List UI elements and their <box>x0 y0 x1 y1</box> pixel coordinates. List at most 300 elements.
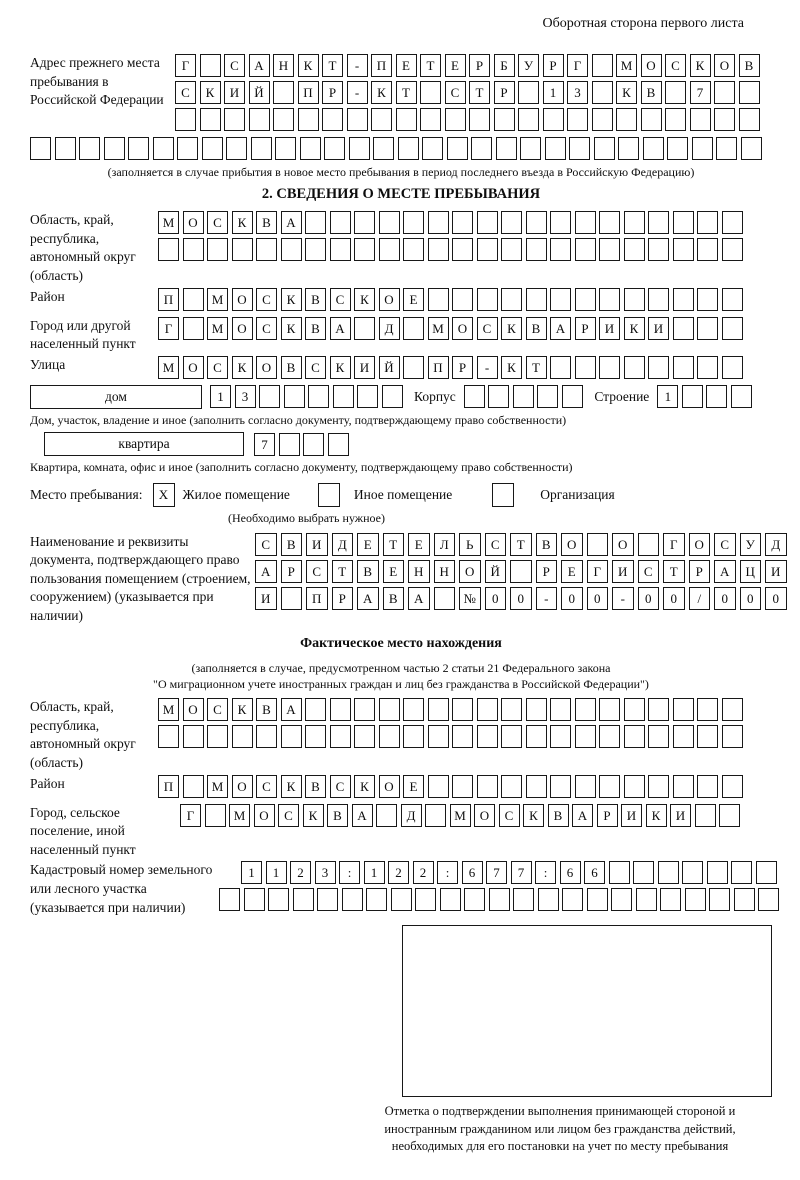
char-cell <box>420 81 441 104</box>
char-cell <box>403 211 424 234</box>
char-cell <box>305 238 326 261</box>
char-cell <box>330 211 351 234</box>
cadastral-row-2 <box>219 888 783 911</box>
char-cell <box>464 385 485 408</box>
char-cell <box>104 137 125 160</box>
char-cell: К <box>371 81 392 104</box>
char-cell: 1 <box>210 385 231 408</box>
cadastral-row-1 <box>241 861 783 884</box>
char-cell <box>55 137 76 160</box>
char-cell: В <box>526 317 547 340</box>
char-cell <box>501 288 522 311</box>
char-cell: С <box>207 698 228 721</box>
char-cell: Б <box>494 54 515 77</box>
char-cell <box>183 238 204 261</box>
char-cell <box>158 238 179 261</box>
char-cell <box>550 725 571 748</box>
char-cell <box>317 888 338 911</box>
char-cell <box>303 433 324 456</box>
char-cell: С <box>499 804 520 827</box>
char-cell: К <box>690 54 711 77</box>
char-cell: 1 <box>266 861 287 884</box>
actual-region-block <box>30 698 772 773</box>
char-cell <box>545 137 566 160</box>
char-cell: К <box>616 81 637 104</box>
char-cell <box>722 356 743 379</box>
city-row <box>158 317 746 340</box>
char-cell: Е <box>403 288 424 311</box>
char-cell: Т <box>420 54 441 77</box>
char-cell: : <box>339 861 360 884</box>
char-cell: И <box>765 560 787 583</box>
char-cell <box>624 238 645 261</box>
char-cell <box>371 108 392 131</box>
char-cell <box>648 725 669 748</box>
char-cell <box>526 288 547 311</box>
char-cell: О <box>379 288 400 311</box>
char-cell <box>333 385 354 408</box>
previous-address-row-2 <box>175 81 763 104</box>
char-cell: К <box>354 775 375 798</box>
char-cell <box>224 108 245 131</box>
char-cell <box>379 211 400 234</box>
char-cell: Й <box>379 356 400 379</box>
char-cell: 0 <box>638 587 660 610</box>
char-cell: Д <box>332 533 354 556</box>
char-cell <box>673 356 694 379</box>
char-cell <box>599 211 620 234</box>
char-cell: Л <box>434 533 456 556</box>
char-cell <box>200 108 221 131</box>
char-cell: К <box>330 356 351 379</box>
char-cell <box>452 698 473 721</box>
char-cell <box>599 288 620 311</box>
char-cell: Е <box>408 533 430 556</box>
char-cell <box>232 238 253 261</box>
char-cell <box>624 288 645 311</box>
char-cell <box>428 288 449 311</box>
char-cell <box>616 108 637 131</box>
char-cell: 1 <box>364 861 385 884</box>
char-cell <box>279 433 300 456</box>
char-cell: Ь <box>459 533 481 556</box>
char-cell <box>244 888 265 911</box>
char-cell: И <box>224 81 245 104</box>
section2-title: 2. СВЕДЕНИЯ О МЕСТЕ ПРЕБЫВАНИЯ <box>261 186 541 203</box>
char-cell <box>665 81 686 104</box>
char-cell: 0 <box>663 587 685 610</box>
char-cell <box>273 81 294 104</box>
district-label: Район <box>30 288 65 304</box>
previous-address-row-3 <box>175 108 763 131</box>
char-cell <box>354 211 375 234</box>
char-cell: В <box>536 533 558 556</box>
actual-city-block <box>30 804 772 860</box>
char-cell <box>520 137 541 160</box>
char-cell <box>526 698 547 721</box>
char-cell: Е <box>445 54 466 77</box>
char-cell <box>200 54 221 77</box>
char-cell: О <box>474 804 495 827</box>
char-cell: У <box>740 533 762 556</box>
char-cell <box>452 775 473 798</box>
char-cell <box>633 861 654 884</box>
char-cell <box>697 288 718 311</box>
char-cell <box>501 211 522 234</box>
street-label: Улица <box>30 356 66 372</box>
char-cell <box>379 238 400 261</box>
char-cell: С <box>638 560 660 583</box>
char-cell <box>648 356 669 379</box>
char-cell: О <box>232 288 253 311</box>
char-cell <box>518 108 539 131</box>
char-cell <box>660 888 681 911</box>
previous-address-block <box>30 54 772 135</box>
char-cell <box>501 698 522 721</box>
char-cell <box>624 211 645 234</box>
actual-district-block <box>30 775 772 802</box>
cadastral-rows <box>215 861 783 915</box>
char-cell <box>477 238 498 261</box>
char-cell <box>477 775 498 798</box>
char-cell <box>599 775 620 798</box>
char-cell: 3 <box>315 861 336 884</box>
char-cell: И <box>612 560 634 583</box>
char-cell: Р <box>575 317 596 340</box>
char-cell: 1 <box>543 81 564 104</box>
char-cell <box>452 288 473 311</box>
char-cell <box>575 356 596 379</box>
char-cell <box>641 108 662 131</box>
char-cell: Т <box>332 560 354 583</box>
cadastral-label: Кадастровый номер земельного или лесного участка (указывается при наличии) <box>30 862 213 915</box>
actual-district-row <box>158 775 746 798</box>
char-cell: К <box>501 317 522 340</box>
char-cell: В <box>641 81 662 104</box>
char-cell <box>722 725 743 748</box>
char-cell: 0 <box>510 587 532 610</box>
char-cell <box>183 725 204 748</box>
char-cell: П <box>158 775 179 798</box>
char-cell: В <box>305 775 326 798</box>
char-cell: Р <box>281 560 303 583</box>
char-cell <box>587 533 609 556</box>
char-cell: 7 <box>486 861 507 884</box>
char-cell: Р <box>332 587 354 610</box>
char-cell <box>349 137 370 160</box>
char-cell: С <box>305 356 326 379</box>
char-cell <box>673 317 694 340</box>
char-cell <box>714 81 735 104</box>
char-cell <box>673 725 694 748</box>
char-cell: О <box>379 775 400 798</box>
char-cell <box>673 288 694 311</box>
char-cell: Н <box>408 560 430 583</box>
char-cell: В <box>383 587 405 610</box>
char-cell <box>281 238 302 261</box>
char-cell: А <box>714 560 736 583</box>
char-cell: Й <box>249 81 270 104</box>
actual-region-row-1 <box>158 698 746 721</box>
char-cell: 2 <box>388 861 409 884</box>
char-cell <box>373 137 394 160</box>
char-cell <box>396 108 417 131</box>
char-cell: С <box>714 533 736 556</box>
stay-type-checkbox-organization <box>492 483 514 507</box>
actual-city-label: Город, сельское поселение, иной населенный пункт <box>30 804 136 857</box>
char-cell <box>428 211 449 234</box>
char-cell: М <box>616 54 637 77</box>
stay-type-label: Место пребывания: <box>30 487 143 503</box>
char-cell <box>330 238 351 261</box>
char-cell: Р <box>469 54 490 77</box>
char-cell <box>391 888 412 911</box>
char-cell: Г <box>180 804 201 827</box>
char-cell: М <box>207 317 228 340</box>
char-cell <box>347 108 368 131</box>
char-cell <box>403 356 424 379</box>
char-cell <box>526 211 547 234</box>
char-cell: 7 <box>690 81 711 104</box>
char-cell: Р <box>322 81 343 104</box>
char-cell <box>722 698 743 721</box>
char-cell <box>330 698 351 721</box>
char-cell <box>648 775 669 798</box>
char-cell <box>477 725 498 748</box>
char-cell <box>501 775 522 798</box>
char-cell <box>308 385 329 408</box>
stay-type-option-other-premises: Иное помещение <box>353 487 453 503</box>
char-cell <box>464 888 485 911</box>
district-block <box>30 288 772 315</box>
char-cell: К <box>281 775 302 798</box>
char-cell: Т <box>396 81 417 104</box>
char-cell: О <box>232 317 253 340</box>
char-cell <box>30 137 51 160</box>
char-cell: К <box>232 211 253 234</box>
char-cell <box>281 587 303 610</box>
char-cell <box>226 137 247 160</box>
char-cell <box>379 725 400 748</box>
char-cell <box>599 238 620 261</box>
char-cell <box>685 888 706 911</box>
char-cell <box>256 725 277 748</box>
char-cell: О <box>641 54 662 77</box>
char-cell: С <box>306 560 328 583</box>
actual-region-rows <box>158 698 746 752</box>
char-cell: Д <box>401 804 422 827</box>
char-cell <box>298 108 319 131</box>
char-cell: С <box>278 804 299 827</box>
char-cell <box>592 54 613 77</box>
char-cell <box>496 137 517 160</box>
char-cell: И <box>306 533 328 556</box>
char-cell: Ц <box>740 560 762 583</box>
char-cell: А <box>330 317 351 340</box>
actual-location-note-2: "О миграционном учете иностранных граждан и лиц без гражданства в Российской Федерации") <box>153 676 649 691</box>
char-cell <box>328 433 349 456</box>
char-cell <box>550 238 571 261</box>
char-cell <box>575 238 596 261</box>
stay-type-option-organization: Организация <box>540 487 615 503</box>
char-cell <box>403 725 424 748</box>
char-cell <box>697 775 718 798</box>
char-cell <box>183 288 204 311</box>
actual-district-label: Район <box>30 775 65 791</box>
char-cell <box>697 725 718 748</box>
char-cell: В <box>256 698 277 721</box>
city-label: Город или другой населенный пункт <box>30 317 136 352</box>
char-cell: О <box>183 356 204 379</box>
street-block <box>30 356 772 383</box>
char-cell <box>550 775 571 798</box>
char-cell: И <box>255 587 277 610</box>
char-cell <box>667 137 688 160</box>
char-cell: 2 <box>413 861 434 884</box>
apartment-number-cells <box>254 433 352 456</box>
actual-location-note-1: (заполняется в случае, предусмотренном частью 2 статьи 21 Федерального закона <box>191 660 611 675</box>
char-cell <box>434 587 456 610</box>
street-row <box>158 356 746 379</box>
char-cell <box>415 888 436 911</box>
char-cell: К <box>646 804 667 827</box>
char-cell: 1 <box>241 861 262 884</box>
char-cell: - <box>477 356 498 379</box>
document-row-2 <box>255 560 791 583</box>
stamp-box <box>402 925 772 1097</box>
char-cell <box>403 698 424 721</box>
char-cell <box>273 108 294 131</box>
region-label: Область, край, республика, автономный округ (область) <box>30 212 136 284</box>
char-cell <box>445 108 466 131</box>
char-cell: В <box>739 54 760 77</box>
char-cell: А <box>281 211 302 234</box>
char-cell: И <box>354 356 375 379</box>
actual-city-row <box>180 804 744 827</box>
char-cell: Й <box>485 560 507 583</box>
previous-address-label: Адрес прежнего места пребывания в Российской Федерации <box>30 55 164 108</box>
char-cell: А <box>550 317 571 340</box>
actual-region-label: Область, край, республика, автономный округ (область) <box>30 699 136 770</box>
char-cell <box>697 698 718 721</box>
char-cell <box>357 385 378 408</box>
char-cell: 6 <box>560 861 581 884</box>
char-cell: 6 <box>462 861 483 884</box>
stamp-caption: Отметка о подтверждении выполнения принимающей стороной и иностранным гражданином или лицом без гражданства действий, необходимых для его постановки на учет по месту пребывания <box>384 1104 736 1154</box>
char-cell: Р <box>543 54 564 77</box>
char-cell <box>526 238 547 261</box>
char-cell <box>575 725 596 748</box>
char-cell <box>510 560 532 583</box>
region-row-2 <box>158 238 746 261</box>
char-cell <box>420 108 441 131</box>
char-cell: Р <box>452 356 473 379</box>
char-cell: Г <box>567 54 588 77</box>
char-cell: В <box>305 317 326 340</box>
char-cell <box>513 385 534 408</box>
char-cell: В <box>548 804 569 827</box>
char-cell <box>624 356 645 379</box>
previous-address-rows <box>175 54 763 135</box>
char-cell: К <box>200 81 221 104</box>
char-cell <box>575 698 596 721</box>
char-cell <box>599 698 620 721</box>
char-cell: С <box>255 533 277 556</box>
char-cell: Т <box>663 560 685 583</box>
char-cell <box>722 288 743 311</box>
char-cell: № <box>459 587 481 610</box>
house-row <box>30 385 772 409</box>
char-cell <box>526 725 547 748</box>
char-cell <box>739 81 760 104</box>
char-cell <box>183 317 204 340</box>
char-cell: 6 <box>584 861 605 884</box>
char-cell: Г <box>175 54 196 77</box>
char-cell <box>599 356 620 379</box>
char-cell <box>537 385 558 408</box>
char-cell: Г <box>158 317 179 340</box>
char-cell: А <box>572 804 593 827</box>
previous-address-caption: (заполняется в случае прибытия в новое место пребывания в период последнего въезда в Российскую Федерацию) <box>107 165 695 179</box>
apartment-caption: Квартира, комната, офис и иное (заполнить согласно документу, подтверждающему право собственности) <box>30 460 573 475</box>
char-cell <box>550 698 571 721</box>
char-cell <box>692 137 713 160</box>
char-cell: С <box>330 775 351 798</box>
char-cell: 3 <box>235 385 256 408</box>
char-cell <box>305 698 326 721</box>
char-cell: А <box>255 560 277 583</box>
char-cell <box>739 108 760 131</box>
char-cell: О <box>561 533 583 556</box>
char-cell: М <box>207 288 228 311</box>
char-cell <box>636 888 657 911</box>
char-cell <box>722 317 743 340</box>
char-cell <box>731 861 752 884</box>
char-cell <box>207 238 228 261</box>
char-cell: М <box>229 804 250 827</box>
house-type-box: дом <box>30 385 202 409</box>
char-cell: О <box>256 356 277 379</box>
char-cell <box>722 238 743 261</box>
char-cell: К <box>232 698 253 721</box>
char-cell <box>268 888 289 911</box>
char-cell <box>609 861 630 884</box>
char-cell: - <box>536 587 558 610</box>
house-number-cells <box>210 385 406 408</box>
char-cell: И <box>670 804 691 827</box>
char-cell <box>665 108 686 131</box>
char-cell <box>354 238 375 261</box>
char-cell <box>379 698 400 721</box>
char-cell <box>697 356 718 379</box>
char-cell <box>428 775 449 798</box>
stroenie-label: Строение <box>594 388 650 404</box>
char-cell <box>440 888 461 911</box>
char-cell <box>398 137 419 160</box>
char-cell: 0 <box>740 587 762 610</box>
char-cell <box>428 698 449 721</box>
char-cell <box>501 725 522 748</box>
char-cell: В <box>281 533 303 556</box>
char-cell <box>562 888 583 911</box>
char-cell: П <box>428 356 449 379</box>
char-cell: С <box>256 288 277 311</box>
char-cell: Т <box>383 533 405 556</box>
char-cell <box>275 137 296 160</box>
char-cell: К <box>281 317 302 340</box>
char-cell <box>624 775 645 798</box>
char-cell: О <box>183 698 204 721</box>
